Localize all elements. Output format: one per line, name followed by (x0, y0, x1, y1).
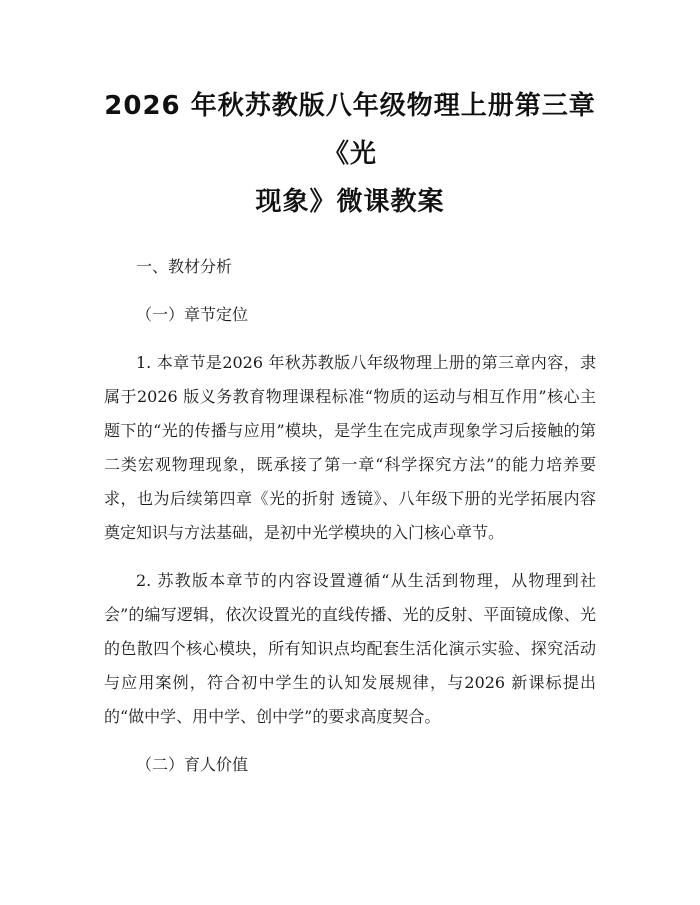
subsection-heading-chapter-positioning: （一）章节定位 (136, 305, 249, 324)
document-title (104, 82, 596, 226)
subsection-heading-educational-value: （二）育人价值 (136, 755, 249, 774)
paragraph-chapter-positioning-2: 2. 苏教版本章节的内容设置遵循“从生活到物理，从物理到社会”的编写逻辑，依次设置光的直线传播、光的反射、平面镜成像、光的色散四个核心模块，所有知识点均配套生活化演示实验、探究活动与应用案例，符合初中学生的认知发展规律，与2026 新课标提出的“做中学、用中学、创中学”的要求高度契合。 (104, 571, 596, 726)
paragraph-chapter-positioning-1: 1. 本章节是2026 年秋苏教版八年级物理上册的第三章内容，隶属于2026 版义务教育物理课程标准“物质的运动与相互作用”核心主题下的“光的传播与应用”模块，是学生在完成声现象学习后接触的第二类宏观物理现象，既承接了第一章“科学探究方法”的能力培养要求，也为后续第四章《光的折射 透镜》、八年级下册的光学拓展内容奠定知识与方法基础，是初中光学模块的入门核心章节。 (104, 353, 596, 542)
section-heading-teaching-material-analysis: 一、教材分析 (136, 257, 233, 276)
document-title-line-2: 现象》微课教案 (255, 187, 445, 217)
document-body (104, 250, 596, 782)
document-title-line-1: 2026 年秋苏教版八年级物理上册第三章《光 (104, 91, 596, 169)
